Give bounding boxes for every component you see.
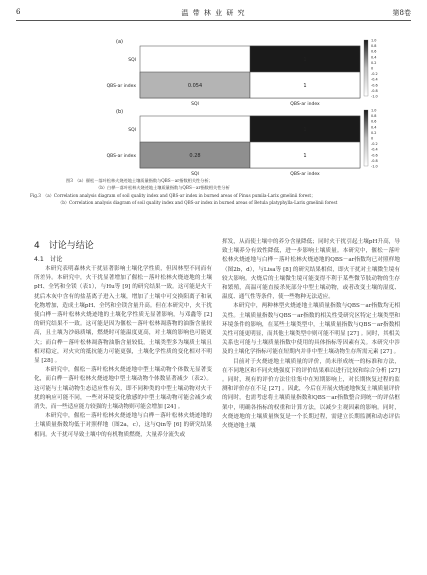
cell-value-label: 0.28: [189, 153, 201, 159]
colorbar-tick-label: 0.6: [371, 119, 377, 124]
column-label: QBS-ar index: [290, 172, 320, 177]
caption-en-b: （b）Correlation analysis diagram of soil quality index and QBS-ar index in burned areas of Betula platyphylla-Larix gmelinii forest: [58, 200, 338, 205]
paragraph: 本研究中，偃松－落叶松林火烧迹地中型土壤动物个体数无显著变化，而白桦－落叶松林火烧迹地中型土壤动物个体数显著减少（表2）。这可能与土壤动物生态适应性有关，即不同种类的中型土壤动物对火干扰的响应可能不同，一些对环境变化敏感的中型土壤动物可能会减少或消失，而一些适应能力较强的土壤动物则可能会增加 [24] 。: [34, 367, 212, 411]
cell-value-label: 1: [303, 57, 307, 63]
volume-label: 第8卷: [392, 9, 411, 17]
panel-label: (a): [116, 39, 123, 45]
paragraph: 本研究中，两种林型火烧迹地土壤质量指数与QBS－ar指数均无相关性。土壤质量指数与QBS－ar指数的相关性受研究区特定土壤类型和环境条件的影响，在某些土壤类型中，土壤质量指数与QBS－ar指数相关性可能更明显，而其他土壤类型中则可能不明显 [27] 。同时，其相关关系也可能与土壤质量指数中使用的具体指标等因素有关。本研究中涉及的土壤化学指标可能在短期内并非中型土壤动物生存所需元素 [27] 。: [222, 303, 400, 356]
column-label: QBS-ar index: [290, 102, 320, 107]
panel-b: [107, 109, 378, 178]
colorbar-tick-label: 0.2: [371, 130, 377, 135]
colorbar-tick-label: 0.4: [371, 55, 377, 60]
colorbar: [364, 40, 368, 96]
caption-cn-b: （b）白桦－落叶松林火烧迹地土壤质量指数与QBS－ar指数相关性分析: [96, 185, 230, 190]
colorbar: [364, 110, 368, 166]
colorbar-tick-label: 0.6: [371, 49, 377, 54]
row-label: QBS-ar index: [106, 84, 136, 89]
colorbar-tick-label: -0.6: [371, 153, 378, 158]
journal-name: 温 带 林 业 研 究: [181, 9, 246, 17]
colorbar-tick-label: 0: [371, 66, 374, 71]
colorbar-tick-label: -0.4: [371, 147, 378, 152]
figure-3: [0, 0, 427, 210]
subsection-heading: 4.1 讨论: [34, 256, 63, 263]
paragraph: 本研究中，偃松－落叶松林火烧迹地与白桦－落叶松林火烧迹地的土壤质量指数均低于对照样地（图2a，c），这与Qin等 [6] 的研究结果相同。火干扰可导致土壤中的有机物质燃烧，大量养分流失或: [34, 413, 212, 438]
colorbar-tick-label: 0.8: [371, 114, 377, 119]
column-label: SQI: [191, 102, 199, 107]
cell-value-label: 1: [303, 127, 307, 133]
colorbar-tick-label: 0.2: [371, 60, 377, 65]
cell-value-label: 1: [303, 153, 307, 159]
paragraph: 本研究表明森林火干扰显著影响土壤化学性质，但因林型不同而有所差异。本研究中，火干扰显著增加了偃松－落叶松林火烧迹地的土壤pH、全钙和全镁（表1），与Hu等 [9] 的研究结果一致。这可能是火干扰后木灰中含有的盐基离子进入土壤，增加了土壤中可交换阳离子和氧化物增加，造成土壤pH、全钙和全镁含量升高。但在本研究中，火干扰使白桦－落叶松林火烧迹地的土壤化学性质无显著影响，与邓鑫等 [2] 的研究结果不一致。这可能是因为偃松－落叶松林凋落物的油脂含量较高，且土壤为沙砾质壤，燃烧时可能温度更高，对土壤的影响也可能更大；而白桦－落叶松林凋落物油脂含量较低，土壤类型多为壤质土壤且相对稳定，对火灾的抵抗能力可能更强，土壤化学性质的变化相对不明显 [28] 。: [34, 266, 212, 365]
colorbar-tick-label: 0.8: [371, 44, 377, 49]
row-label: QBS-ar index: [106, 154, 136, 159]
paragraph: 目前对于火烧迹地土壤质量的评价，尚未形成统一的标准和方法，在不同地区和不同火烧强度下的评价结果难以进行比较和综合分析 [27] 。同时，现有的评价方法往往集中在短期影响上，对长期恢复过程的监测和评价存在不足 [27] 。因此，今后在开展火烧迹地恢复土壤质量评价的同时，也需考虑将土壤质量指数和QBS－ar指数整合到统一的评估框架中，明确各指标的权重和计算方法，以减少主观因素的影响。同时，火烧迹地的土壤质量恢复是一个长期过程，需建立长期监测和动态评估火烧迹地土壤: [222, 358, 400, 430]
colorbar-tick-label: -0.8: [371, 158, 378, 163]
caption-cn-title: 图3 （a）偃松－落叶松林火烧迹地土壤质量指数与QBS－ar指数相关性分析；: [66, 178, 213, 183]
colorbar-tick-label: -1.0: [371, 94, 378, 99]
colorbar-tick-label: 0.4: [371, 125, 377, 130]
right-column: [222, 238, 400, 431]
paragraph: 挥发，从而使土壤中的养分含量降低；同时火干扰引起土壤pH升高，导致土壤养分有效性降低，进一步影响土壤质量。本研究中，偃松－落叶松林火烧迹地与白桦－落叶松林火烧迹地的QBS－ar指数均已对照样地（图2b，d），与Lisa等 [8] 的研究结果相似，即火干扰对土壤微生境有较大影响。火烧后的土壤微生境可能变得不利于某些微节肢动物的生存和繁殖，高温可能直接杀死部分中型土壤动物，或者改变土壤的湿度、温度、通气性等条件，使一些物种无法适应。: [222, 239, 400, 301]
colorbar-tick-label: 1.0: [371, 38, 377, 43]
row-label: SQI: [128, 58, 136, 63]
left-column: [34, 265, 212, 440]
caption-en-a: Fig.3 （a）Correlation analysis diagram of soil quality index and QBS-ar index in burned areas of Pinus pumila-Larix gmelinii forest；: [30, 193, 316, 198]
colorbar-tick-label: 0: [371, 136, 374, 141]
colorbar-tick-label: -0.2: [371, 142, 378, 147]
colorbar-tick-label: -0.6: [371, 83, 378, 88]
panel-a: [107, 39, 378, 108]
column-label: SQI: [191, 172, 199, 177]
colorbar-tick-label: -1.0: [371, 164, 378, 169]
cell-value-label: 1: [303, 83, 307, 89]
cell-value-label: 0.054: [187, 83, 203, 89]
panel-label: (b): [116, 109, 124, 115]
section-heading: 4 讨论与结论: [34, 241, 94, 251]
colorbar-tick-label: -0.4: [371, 77, 378, 82]
colorbar-tick-label: -0.2: [371, 72, 378, 77]
colorbar-tick-label: 1.0: [371, 108, 377, 113]
page-number: 6: [16, 8, 21, 16]
row-label: SQI: [128, 128, 136, 133]
colorbar-tick-label: -0.8: [371, 88, 378, 93]
